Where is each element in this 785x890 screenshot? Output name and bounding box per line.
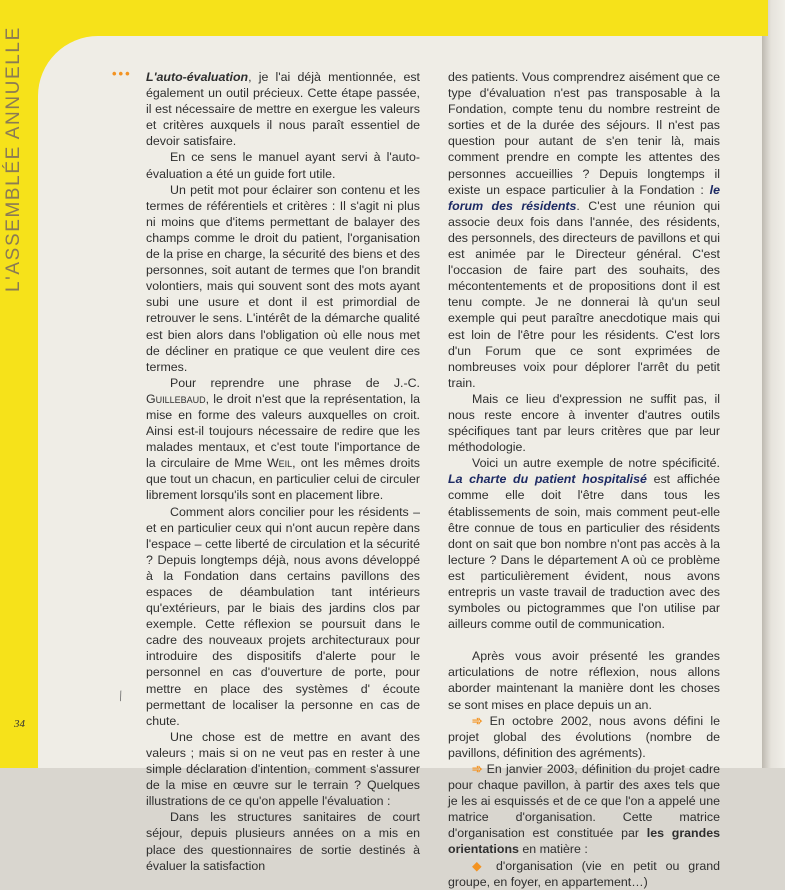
paragraph-text: , ont les mêmes droits que tout un chacun, en particulier celui de circuler librement lorsqu'ils sont en placement libre. [146,456,421,503]
spacer [448,632,720,648]
paragraph-text: , je l'ai déjà mentionnée, est également un outil précieux. Cette étape passée, il est nécessaire de mettre en exergue les valeurs et critères auxquels il nous paraît essentiel de devoir satisfaire. [146,70,420,149]
paragraph [146,375,420,504]
lead-marker: ••• [112,66,132,81]
paragraph: Après vous avoir présenté les grandes articulations de notre réflexion, nous allons aborder maintenant la manière dont les choses se sont mises en place depuis un an. [448,649,720,712]
paragraph: Une chose est de mettre en avant des valeurs ; mais si on ne veut pas en rester à une simple déclaration d'intention, comment s'assurer de la mise en œuvre sur le terrain ? Quelques illustrations de ce qu'on appelle l'évaluation : [146,729,420,809]
paragraph-text: Pour reprendre une phrase de J.-C. [170,375,420,390]
paragraph-text: est affichée comme elle doit l'être dans tous les établissements de soin, mais comment peut-elle être connue de tous en particulier des résidents dont on sait que bon nombre n'ont pas accès à la lecture ? Dans le département A où ce problème est particulièrement évident, nous avons entrepris un vaste travail de traduction avec des symboles ou pictogrammes que l'on utilise par ailleurs comme outil de communication. [448,472,720,632]
paragraph [448,455,720,632]
left-column [146,69,420,874]
highlight-term: La charte du patient hospitalisé [448,472,647,487]
bullet-item [448,858,720,890]
paragraph [448,713,720,761]
paragraph-text: des patients. Vous comprendrez aisément que ce type d'évaluation n'est pas transposable à la Fondation, compte tenu du nombre restreint de sorties et de la durée des séjours. Il n'est pas question pour autant de s'en tenir là, mais comment prendre en compte les attentes des personnes accueillies ? Depuis longtemps il existe un espace particulier à la Fondation : [448,70,720,197]
paragraph-text: , le droit n'est que la représentation, la mise en forme des valeurs auxquelles on croit. Ainsi est-il toujours nécessaire de redire que les malades mentaux, et c'est toute l'importance de la circulaire de Mme [146,391,420,471]
paragraph-text: d'organisation (vie en petit ou grand groupe, en foyer, en appartement…) [448,858,720,889]
paragraph: En ce sens le manuel ayant servi à l'auto-évaluation a été un guide fort utile. [146,150,420,181]
paragraph-text: en matière : [518,842,588,857]
paragraph [448,761,720,858]
paragraph-text: En janvier 2003, définition du projet cadre pour chaque pavillon, à partir des axes tels que je les ai esquissés et de ce que l'on a appelé une matrice d'organisation. Cette matrice d'organisation est constituée par [448,761,720,841]
paragraph: Mais ce lieu d'expression ne suffit pas, il nous reste encore à inventer d'autres outils spécifiques tant par leurs critères que par leur méthodologie. [448,391,720,455]
bold-term: les grandes orientations [448,826,720,857]
book-spine [762,0,785,768]
arrow-icon: ➾ [472,713,490,728]
pen-mark-icon: ⁄ [116,688,126,703]
diamond-icon: ◆ [472,858,496,873]
paragraph [448,69,720,391]
lead-term: L'auto-évaluation [146,70,249,84]
page-number: 34 [14,718,25,730]
right-column [448,69,720,890]
paragraph-text: En octobre 2002, nous avons défini le projet global des évolutions (nombre de pavillons, définition des agréments). [448,713,721,760]
author-name: Weil [266,456,293,471]
paragraph: Dans les structures sanitaires de court séjour, depuis plusieurs années on a mis en place des questionnaires de sortie destinés à évaluer la satisfaction [146,810,420,873]
arrow-icon: ➾ [472,761,487,776]
paragraph-text: . C'est une réunion qui associe deux fois dans l'année, des résidents, des personnels, des directeurs de pavillons et qui est animée par le Directeur général. C'est l'occasion de faire part des souhaits, des mécontentements et de propositions dont il est tenu compte. Je ne donnerai là qu'un seul exemple qui peut paraître anecdotique mais qui est loin de l'être pour les résidents. C'est lors d'un Forum que ce sont exprimées de nombreuses voix pour déplorer l'arrêt du petit train. [448,198,720,390]
top-yellow-band [0,0,768,36]
paragraph [146,69,420,149]
highlight-term: le forum des résidents [448,182,720,213]
paragraph: Un petit mot pour éclairer son contenu et les termes de référentiels et critères : Il s'agit ni plus ni moins que d'items permettant de balayer des champs comme le droit du patient, l'organisation de la prise en charge, la sécurité des biens et des personnes, soit autant de termes que l'on brandit volontiers, mais qui souvent sont des mots ayant subi une usure et dont il est primordial de retrouver le sens. L'intérêt de la démarche qualité est bien alors dans l'obligation où elle nous met de décliner en pratique ce que veulent dire ces termes. [146,182,420,374]
paragraph: Comment alors concilier pour les résidents – et en particulier ceux qui n'ont aucun repère dans l'espace – cette liberté de circulation et la sécurité ? Depuis longtemps déjà, nous avons développé à la Fondation dans certains pavillons des espaces de déambulation tant intérieurs qu'extérieurs, par le biais des jardins clos par exemple. Cette réflexion se poursuit dans le cadre des nouveaux projets architecturaux pour introduire des dispositifs d'alerte pour le personnel en cas d'ouverture de porte, pour mettre en place des systèmes d' écoute permettant de localiser la personne en cas de chute. [146,504,420,728]
paragraph-text: Voici un autre exemple de notre spécificité. [472,456,720,471]
section-title: L'ASSEMBLÉE ANNUELLE [3,26,24,292]
author-name: Guillebaud [146,391,206,406]
